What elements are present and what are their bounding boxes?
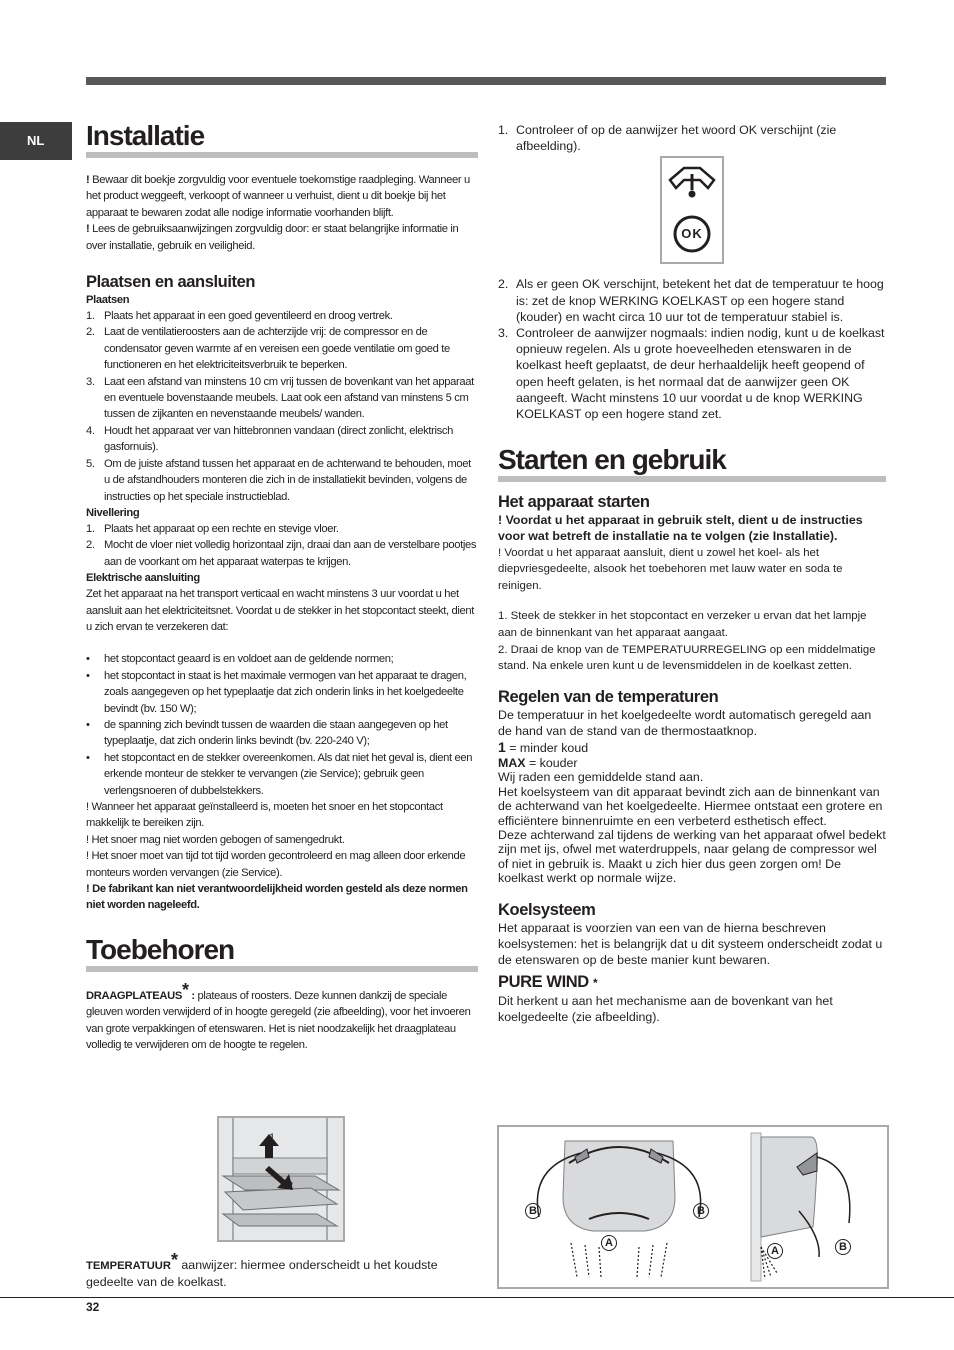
- requirements-list: [86, 651, 478, 799]
- list-item: • het stopcontact in staat is het maximale vermogen van het apparaat te dragen, zoals aangegeven op het typeplaatje dat zich onderin links in het koelgedeelte bevindt (bv. 150 W);: [86, 669, 467, 715]
- apparaat-p1: ! Voordat u het apparaat aansluit, dient u zowel het koel- als het diepvriesgedeelte, alsook het toebehoren met lauw water en soda te reinigen.: [498, 546, 843, 592]
- list-item: 4. Houdt het apparaat ver van hittebronnen vandaan (direct zonlicht, elektrisch gasfornuis).: [86, 424, 454, 454]
- list-item: 2. Laat de ventilatieroosters aan de achterzijde vrij: de compressor en de condensator geven warmte af en vereisen een goede ventilatie om goed te functioneren en het elektriciteitsverbruik te beperken.: [86, 326, 450, 372]
- top-rule: [86, 77, 886, 85]
- list-item: 2. Als er geen OK verschijnt, betekent het dat de temperatuur te hoog is: zet de knop WERKING KOELKAST op een hogere stand (kouder) en wacht circa 10 uur tot de temperatuur stabiel is.: [498, 277, 884, 324]
- check-list-1: [498, 122, 886, 154]
- check-list-2: [498, 276, 886, 422]
- regelen-p3: Het koelsysteem van dit apparaat bevindt zich aan de binnenkant van de achterwand van het koelgedeelte. Hiermee ontstaat een grotere en efficiëntere binnenruimte en een verbeterd esthetisch effect.: [498, 784, 883, 828]
- thermometer-icon: [662, 158, 722, 262]
- plaatsen-subheading: Plaatsen: [86, 294, 130, 307]
- plaatsen-heading: Plaatsen en aansluiten: [86, 273, 256, 292]
- elektrische-subheading: Elektrische aansluiting: [86, 572, 200, 585]
- list-item: 1. Plaats het apparaat op een rechte en stevige vloer.: [86, 522, 339, 535]
- warning-3: ! Het snoer moet van tijd tot tijd worden gecontroleerd en mag alleen door erkende monteurs worden vervangen (zie Service).: [86, 850, 466, 879]
- list-item: 1. Controleer of op de aanwijzer het woord OK verschijnt (zie afbeelding).: [498, 123, 837, 154]
- koelsysteem-heading: Koelsysteem: [498, 900, 596, 919]
- page-number: 32: [86, 1300, 100, 1314]
- regelen-p2: Wij raden een gemiddelde stand aan.: [498, 770, 704, 785]
- warning-1: ! Wanneer het apparaat geïnstalleerd is, moeten het snoer en het stopcontact makkelijk te bereiken zijn.: [86, 801, 443, 830]
- apparaat-heading: Het apparaat starten: [498, 493, 650, 512]
- nivellering-list: [86, 521, 478, 570]
- intro-1: ! Bewaar dit boekje zorgvuldig voor eventuele toekomstige raadpleging. Wanneer u het product weggeeft, verkoopt of wanneer u verhuist, dient u dit boekje bij het apparaat te bewaren zodat alle nodige informatie voorhanden blijft.: [86, 174, 470, 219]
- label-b-middle: B: [693, 1203, 709, 1219]
- starten-title: Starten en gebruik: [498, 444, 886, 482]
- list-item: • het stopcontact geaard is en voldoet aan de geldende normen;: [86, 653, 394, 666]
- apparaat-p2: 1. Steek de stekker in het stopcontact en verzeker u ervan dat het lampje aan de binnenkant van het apparaat aangaat.: [498, 610, 867, 640]
- elektrische-text: Zet het apparaat na het transport verticaal en wacht minstens 3 uur voordat u het aansluit aan het elektriciteitsnet. Voordat u de stekker in het stopcontact steekt, dient u zich ervan te verzekeren dat:: [86, 588, 475, 633]
- warning-4: ! De fabrikant kan niet verantwoordelijkheid worden gesteld als deze normen niet worden nageleefd.: [86, 883, 468, 912]
- label-a-left: A: [601, 1235, 617, 1251]
- list-item: 2. Mocht de vloer niet volledig horizontaal zijn, draai dan aan de verstelbare pootjes aan de voorkant om het apparaat waterpas te krijgen.: [86, 539, 477, 568]
- apparaat-bold-note: ! Voordat u het apparaat in gebruik stelt, dient u de instructies voor wat betreft de installatie na te volgen (zie Installatie).: [498, 513, 863, 544]
- pure-wind-text: Dit herkent u aan het mechanisme aan de bovenkant van het koelgedeelte (zie afbeelding).: [498, 994, 833, 1025]
- nivellering-subheading: Nivellering: [86, 506, 140, 519]
- apparaat-p3: 2. Draai de knop van de TEMPERATUURREGELING op een middelmatige stand. Na enkele uren kunt u de levensmiddelen in de koelkast zetten.: [498, 643, 876, 673]
- list-item: 1. Plaats het apparaat in een goed geventileerd en droog vertrek.: [86, 310, 393, 323]
- left-column: [86, 120, 478, 1053]
- label-b-right: B: [835, 1239, 851, 1255]
- koelsysteem-text: Het apparaat is voorzien van een van de hierna beschreven koelsystemen: het is belangrijk dat u dit systeem onderscheidt zodat u de etenswaren op de beste manier kunt bewaren.: [498, 920, 883, 968]
- temperatuur-text: TEMPERATUUR* aanwijzer: hiermee onderscheidt u het koudste gedeelte van de koelkast.: [86, 1250, 438, 1289]
- label-b-left: B: [525, 1203, 541, 1219]
- list-item: 5. Om de juiste afstand tussen het apparaat en de achterwand te behouden, moet u de afstandhouders monteren die zich in de installatiekit bevinden, volgens de instructies op het speciale instructieblad.: [86, 457, 471, 503]
- language-tab: NL: [0, 122, 72, 160]
- installatie-title: Installatie: [86, 120, 478, 158]
- regelen-p1: De temperatuur in het koelgedeelte wordt automatisch geregeld aan de hand van de stand van de thermostaatknop.: [498, 707, 872, 738]
- shelf-illustration: [219, 1118, 343, 1240]
- intro-2: ! Lees de gebruiksaanwijzingen zorgvuldig door: er staat belangrijke informatie in over installatie, gebruik en veiligheid.: [86, 223, 459, 252]
- list-item: • de spanning zich bevindt tussen de waarden die staan aangegeven op het typeplaatje, dat zich onderin links bevindt (bv. 220-240 V);: [86, 718, 448, 748]
- regelen-setting-1: 1 = minder koud: [498, 739, 589, 756]
- shelf-figure: [217, 1116, 345, 1242]
- list-item: 3. Controleer de aanwijzer nogmaals: indien nodig, kunt u de koelkast opnieuw regelen. Als u grote hoeveelheden etenswaren in de koelkast heeft geplaatst, de deur herhaaldelijk heeft geopend of open heeft gelaten, is het normaal dat de aanwijzer geen OK aangeeft. Wacht minstens 10 uur voordat u de knop WERKING KOELKAST op een hogere stand zet.: [498, 326, 885, 422]
- regelen-setting-max: MAX = kouder: [498, 756, 578, 771]
- warning-2: ! Het snoer mag niet worden gebogen of samengedrukt.: [86, 833, 345, 846]
- regelen-heading: Regelen van de temperaturen: [498, 687, 719, 706]
- list-item: 3. Laat een afstand van minstens 10 cm vrij tussen de bovenkant van het apparaat en eventuele bovenstaande meubels. Laat ook een afstand van minstens 5 cm tussen de zijkanten en nevenstaande meubels/ wanden.: [86, 375, 474, 421]
- plaatsen-list: [86, 308, 478, 505]
- toebehoren-title: Toebehoren: [86, 934, 478, 972]
- shelf-label-1: 1: [269, 1132, 276, 1144]
- pure-wind-figure: [497, 1125, 889, 1289]
- list-item: • het stopcontact en de stekker overeenkomen. Als dat niet het geval is, dient een erkende monteur de stekker te vervangen (zie Service); gebruik geen verlengsnoeren of dubbelstekkers.: [86, 751, 473, 797]
- regelen-p4: Deze achterwand zal tijdens de werking van het apparaat ofwel bedekt zijn met ijs, ofwel met waterdruppels, naar gelang de compressor wel of niet in gebruik is. Maakt u zich hier dus geen zorgen om! De koelkast werkt op normale wijze.: [498, 828, 886, 886]
- ok-indicator-figure: [660, 156, 724, 264]
- label-a-right: A: [767, 1243, 783, 1259]
- pure-wind-heading: PURE WIND *: [498, 973, 598, 992]
- bottom-rule: [0, 1297, 954, 1298]
- shelf-label-2: 2: [287, 1180, 294, 1192]
- ok-label: OK: [681, 226, 703, 241]
- draagplateaus-text: DRAAGPLATEAUS* : plateaus of roosters. Deze kunnen dankzij de speciale gleuven worden verwijderd of in hoogte geregeld (zie afbeelding), voor het invoeren van grote verpakkingen of etenswaren. Het is niet noodzakelijk het draagplateau volledig te verwijderen om de hoogte te regelen.: [86, 979, 471, 1052]
